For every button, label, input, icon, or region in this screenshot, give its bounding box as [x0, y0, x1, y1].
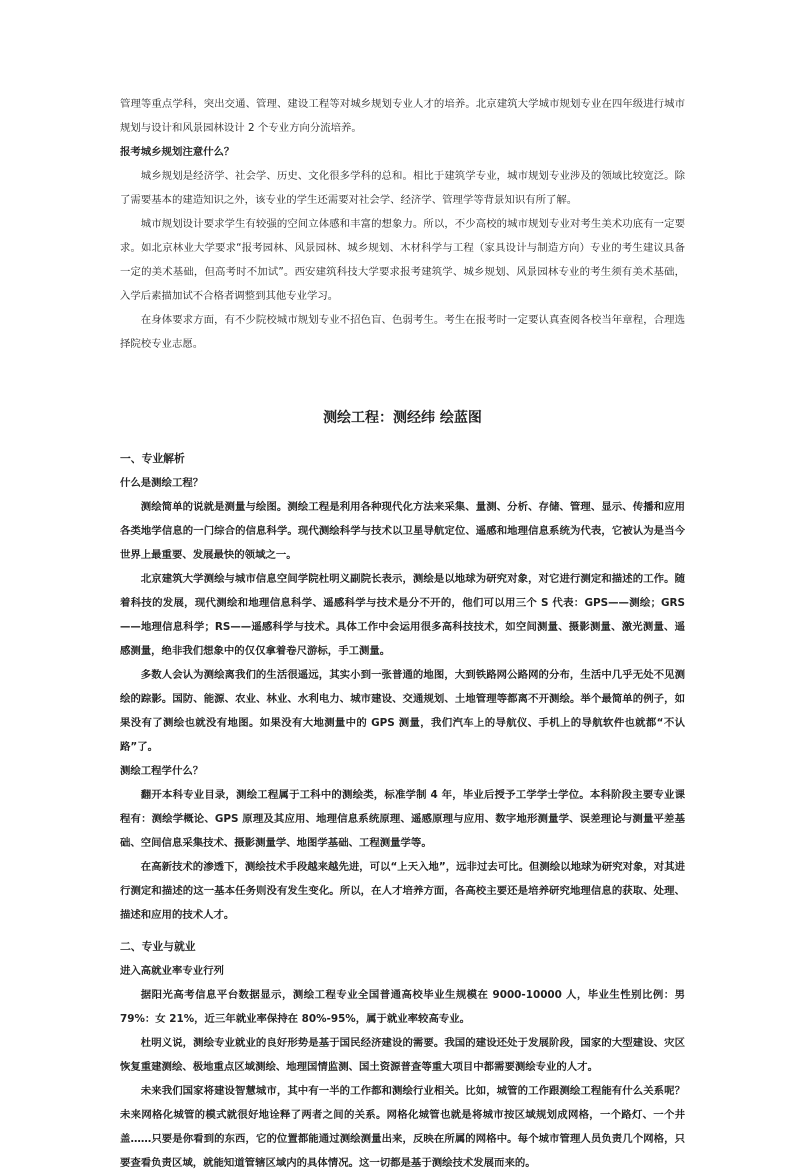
paragraph-urban-3: 在身体要求方面，有不少院校城市规划专业不招色盲、色弱考生。考生在报考时一定要认真查阅各校当年章程，合理选择院校专业志愿。 — [120, 314, 685, 350]
paragraph-survey-2: 北京建筑大学测绘与城市信息空间学院杜明义副院长表示，测绘是以地球为研究对象，对它进行测定和描述的工作。随着科技的发展，现代测绘和地理信息科学、遥感科学与技术是分不开的，他们可以用三个 S 代表：GPS——测绘；GRS——地理信息科学；RS——遥感科学与技术。具体工作中会运用很多高科技技术，如空间测量、摄影测量、激光测量、遥感测量，绝非我们想象中的仅仅拿着卷尺游标，手工测量。 — [120, 573, 685, 657]
subheading-what-is: 什么是测绘工程？ — [120, 477, 204, 489]
paragraph-employment-1: 据阳光高考信息平台数据显示，测绘工程专业全国普通高校毕业生规模在 9000-10000 人，毕业生性别比例：男 79%：女 21%，近三年就业率保持在 80%-95%，属于就业率较高专业。 — [120, 989, 685, 1025]
paragraph-urban-2: 城市规划设计要求学生有较强的空间立体感和丰富的想象力。所以，不少高校的城市规划专业对考生美术功底有一定要求。如北京林业大学要求“报考园林、风景园林、城乡规划、木材科学与工程（家具设计与制造方向）专业的考生建议具备一定的美术基础，但高考时不加试”。西安建筑科技大学要求报考建筑学、城乡规划、风景园林专业的考生须有美术基础，入学后素描加试不合格者调整到其他专业学习。 — [120, 218, 685, 302]
subheading-what-to-learn: 测绘工程学什么？ — [120, 765, 204, 777]
paragraph-urban-1: 城乡规划是经济学、社会学、历史、文化很多学科的总和。相比于建筑学专业，城市规划专业涉及的领域比较宽泛。除了需要基本的建造知识之外，该专业的学生还需要对社会学、经济学、管理学等背景知识有所了解。 — [120, 170, 685, 206]
paragraph-employment-2: 杜明义说，测绘专业就业的良好形势是基于国民经济建设的需要。我国的建设还处于发展阶段，国家的大型建设、灾区恢复重建测绘、极地重点区域测绘、地理国情监测、国土资源普查等重大项目中都需要测绘专业的人才。 — [120, 1037, 685, 1073]
paragraph-survey-1: 测绘简单的说就是测量与绘图。测绘工程是利用各种现代化方法来采集、量测、分析、存储、管理、显示、传播和应用各类地学信息的一门综合的信息科学。现代测绘科学与技术以卫星导航定位、遥感和地理信息系统为代表，它被认为是当今世界上最重要、发展最快的领域之一。 — [120, 501, 685, 561]
section-heading-2: 二、专业与就业 — [120, 940, 196, 953]
paragraph-employment-3: 未来我们国家将建设智慧城市，其中有一半的工作都和测绘行业相关。比如，城管的工作跟测绘工程能有什么关系呢？未来网格化城管的模式就很好地诠释了两者之间的关系。网格化城管也就是将城市按区域规划成网格，一个路灯、一个井盖……只要是你看到的东西，它的位置都能通过测绘测量出来，反映在所属的网格中。每个城市管理人员负责几个网格，只要查看负责区域，就能知道管辖区域内的具体情况。这一切都是基于测绘技术发展而来的。 — [120, 1085, 685, 1169]
question-heading-urban-planning: 报考城乡规划注意什么？ — [120, 146, 235, 158]
section-heading-1: 一、专业解析 — [120, 452, 185, 465]
section-gap — [120, 356, 685, 406]
paragraph-survey-4: 翻开本科专业目录，测绘工程属于工科中的测绘类，标准学制 4 年，毕业后授予工学学士学位。本科阶段主要专业课程有：测绘学概论、GPS 原理及其应用、地理信息系统原理、遥感原理与应用、数字地形测量学、误差理论与测量平差基础、空间信息采集技术、摄影测量学、地图学基础、工程测量学等。 — [120, 789, 685, 849]
paragraph-intro-cont: 管理等重点学科，突出交通、管理、建设工程等对城乡规划专业人才的培养。北京建筑大学城市规划专业在四年级进行城市规划与设计和风景园林设计 2 个专业方向分流培养。 — [120, 98, 685, 134]
document-page — [120, 92, 685, 1175]
paragraph-survey-3: 多数人会认为测绘离我们的生活很遥远，其实小到一张普通的地图，大到铁路网公路网的分布，生活中几乎无处不见测绘的踪影。国防、能源、农业、林业、水利电力、城市建设、交通规划、土地管理等都离不开测绘。举个最简单的例子，如果没有了测绘也就没有地图。如果没有大地测量中的 GPS 测量，我们汽车上的导航仪、手机上的导航软件也就都“不认路”了。 — [120, 669, 685, 753]
subheading-employment: 进入高就业率专业行列 — [120, 965, 224, 977]
article-title: 测绘工程：测经纬 绘蓝图 — [323, 410, 482, 426]
paragraph-survey-5: 在高新技术的渗透下，测绘技术手段越来越先进，可以“上天入地”，远非过去可比。但测绘以地球为研究对象，对其进行测定和描述的这一基本任务则没有发生变化。所以，在人才培养方面，各高校主要还是培养研究地理信息的获取、处理、描述和应用的技术人才。 — [120, 861, 685, 921]
